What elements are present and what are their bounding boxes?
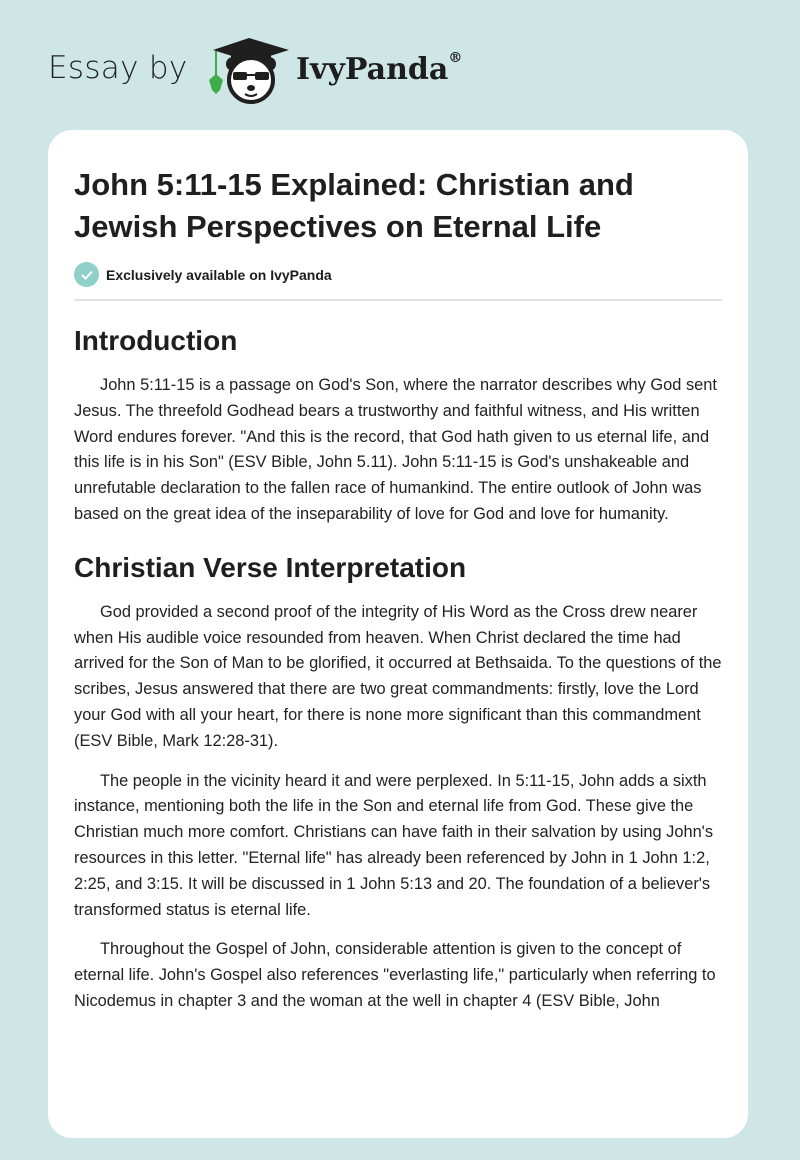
essay-by-label: Essay by — [48, 50, 188, 86]
section-heading: Christian Verse Interpretation — [74, 551, 467, 583]
exclusive-badge — [74, 262, 722, 287]
divider — [74, 299, 722, 301]
site-header — [0, 0, 800, 130]
essay-card — [48, 130, 748, 1138]
paragraph: Throughout the Gospel of John, considerable attention is given to the concept of eternal life. John's Gospel also references "everlasting life," particularly when referring to Nicodemus in chapter 3 and the woman at the well in chapter 4 (ESV Bible, John — [74, 940, 716, 1010]
badge-label: Exclusively available on IvyPanda — [106, 266, 332, 283]
brand-name[interactable]: IvyPanda® — [296, 50, 463, 87]
essay-title: John 5:11-15 Explained: Christian and Jewish Perspectives on Eternal Life — [74, 167, 634, 244]
paragraph: John 5:11-15 is a passage on God's Son, where the narrator describes why God sent Jesus. The threefold Godhead bears a trustworthy and faithful witness, and His written Word endures forever. "And this is the record, that God hath given to us eternal life, and this life is in his Son" (ESV Bible, John 5.11). John 5:11-15 is God's unshakeable and unrefutable declaration to the fallen race of humankind. The entire outlook of John was based on the great idea of the inseparability of love for God and love for humanity. — [74, 376, 717, 523]
panda-logo-icon — [203, 36, 293, 106]
paragraph: The people in the vicinity heard it and were perplexed. In 5:11-15, John adds a sixth instance, mentioning both the life in the Son and eternal life from God. These give the Christian much more comfort. Christians can have faith in their salvation by using John's resources in this letter. "Eternal life" has already been referenced by John in 1 John 1:2, 2:25, and 3:15. It will be discussed in 1 John 5:13 and 20. The foundation of a believer's transformed status is eternal life. — [74, 771, 714, 919]
check-icon — [74, 262, 99, 287]
paragraph: God provided a second proof of the integrity of His Word as the Cross drew nearer when His audible voice resounded from heaven. When Christ declared the time had arrived for the Son of Man to be glorified, it occurred at Bethsaida. To the questions of the scribes, Jesus answered that there are two great commandments: firstly, love the Lord your God with all your heart, for there is none more significant than this commandment (ESV Bible, Mark 12:28-31). — [74, 602, 722, 750]
section-heading: Introduction — [74, 325, 238, 356]
